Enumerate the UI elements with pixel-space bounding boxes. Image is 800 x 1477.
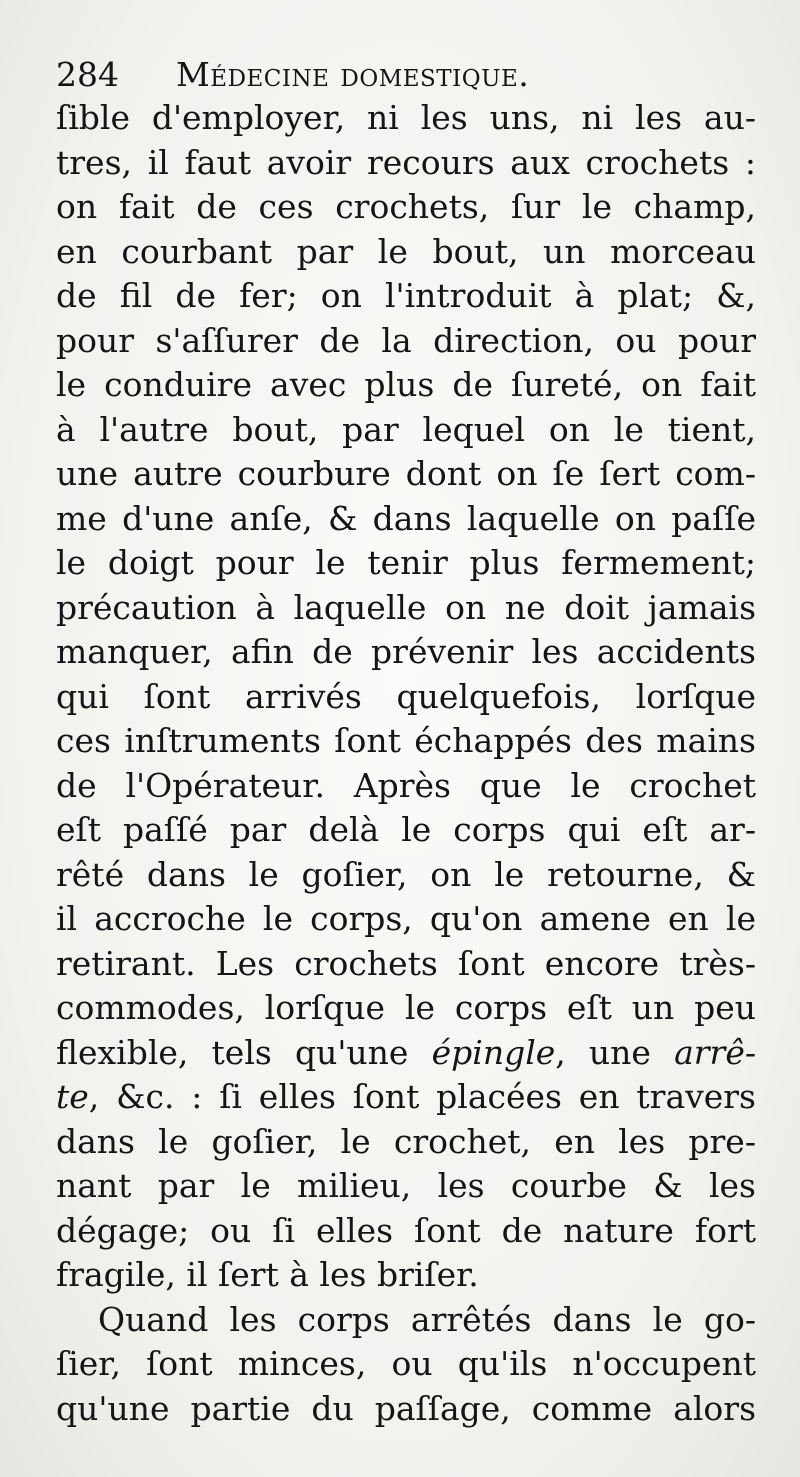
text-line: à l'autre bout, par lequel on le tient, xyxy=(56,409,756,449)
italic-term: te xyxy=(56,1077,89,1116)
text-line: me d'une anſe, & dans laquelle on paſſe xyxy=(56,498,756,538)
text-line: retirant. Les crochets ſont encore très- xyxy=(56,943,756,983)
text-line: qui ſont arrivés quelquefois, lorſque xyxy=(56,676,756,716)
text-line: de l'Opérateur. Après que le crochet xyxy=(56,765,756,805)
text-line: le doigt pour le tenir plus fermement; xyxy=(56,543,756,582)
text-line-with-italics xyxy=(56,1031,756,1076)
page-header xyxy=(56,52,756,98)
paragraph-end-line: fragile, il ſert à les briſer. xyxy=(56,1255,479,1294)
body-text xyxy=(56,96,756,1431)
text-run: flexible, tels qu'une xyxy=(56,1032,432,1072)
text-line: il accroche le corps, qu'on amene en le xyxy=(56,899,756,938)
italic-term: épingle xyxy=(431,1032,556,1072)
text-line: qu'une partie du paſſage, comme alors xyxy=(56,1388,756,1428)
text-line: rêté dans le goſier, on le retourne, & xyxy=(56,854,756,894)
page-number: 284 xyxy=(56,55,119,94)
text-line: eſt paſſé par delà le corps qui eſt ar- xyxy=(56,810,756,849)
text-line: dégage; ou ſi elles ſont de nature fort xyxy=(56,1210,756,1250)
text-run: , une xyxy=(555,1032,675,1072)
text-line: en courbant par le bout, un morceau xyxy=(56,231,756,271)
text-line: ces inſtruments ſont échappés des mains xyxy=(56,721,756,760)
running-title: Médecine domestique. xyxy=(176,55,530,94)
paragraph-start-line: Quand les corps arrêtés dans le go- xyxy=(98,1299,756,1339)
text-line: manquer, afin de prévenir les accidents xyxy=(56,632,756,671)
text-line: de fil de fer; on l'introduit à plat; &, xyxy=(56,276,756,315)
italic-term: arrê- xyxy=(674,1032,756,1072)
text-line: tres, il faut avoir recours aux crochets : xyxy=(56,142,756,182)
text-line: nant par le milieu, les courbe & les xyxy=(56,1166,756,1205)
text-line: précaution à laquelle on ne doit jamais xyxy=(56,587,756,627)
text-line: pour s'aſſurer de la direction, ou pour xyxy=(56,320,756,360)
text-line: ſible d'employer, ni les uns, ni les au- xyxy=(56,98,756,137)
text-run: , &c. : ſi elles ſont placées en travers xyxy=(88,1077,756,1116)
text-line: dans le goſier, le crochet, en les pre- xyxy=(56,1121,756,1161)
text-line: le conduire avec plus de ſureté, on fait xyxy=(56,365,756,404)
text-line: une autre courbure dont on ſe ſert com- xyxy=(56,454,756,493)
text-line-with-italics xyxy=(56,1075,756,1120)
text-line: ſier, ſont minces, ou qu'ils n'occupent xyxy=(56,1344,756,1383)
text-line: on fait de ces crochets, ſur le champ, xyxy=(56,187,756,226)
text-line: commodes, lorſque le corps eſt un peu xyxy=(56,988,756,1027)
